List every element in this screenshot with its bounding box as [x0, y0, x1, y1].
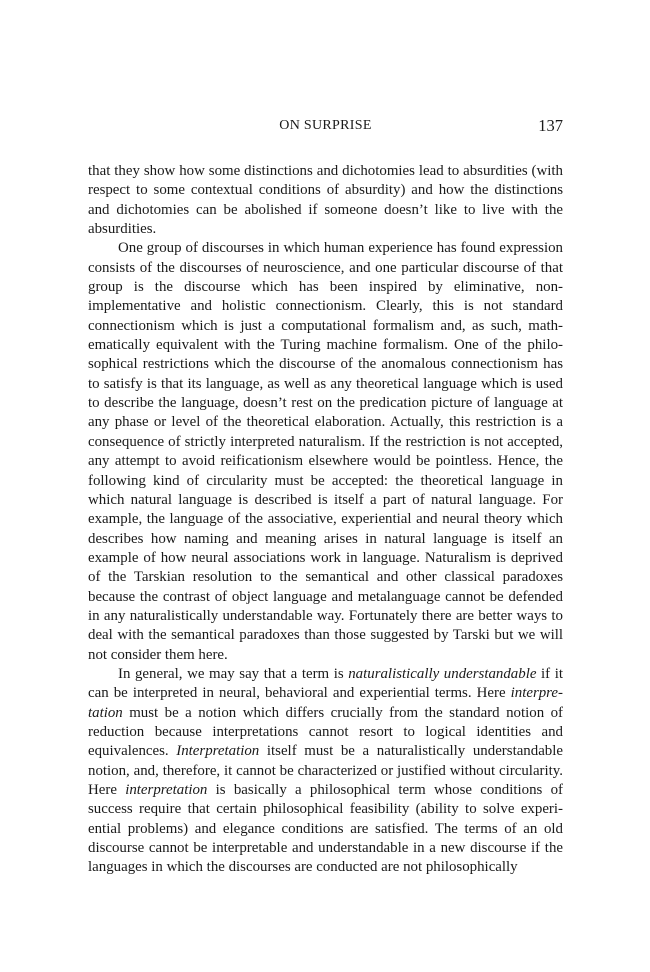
paragraph [88, 162, 563, 239]
italic-term: interpretation [88, 685, 563, 721]
text-segment: must be a notion which differs crucially from the standard notion of reduction because interpretations cannot resort to logical identities and equivalences. [88, 704, 563, 760]
running-title: ON SURPRISE [279, 118, 372, 133]
italic-term: interpretation [125, 782, 208, 798]
text-segment: that they show how some distinctions and dichotomies lead to absurdities (with respect to some contextual conditions of absurdity) and how the distinctions and dichotomies can be abolished if someone doesn’t like to live with the absurdities. [88, 163, 563, 238]
text-segment: One group of discourses in which human experience has found expression consists of the discourses of neuroscience, and one particular discourse of that group is the discourse which has been inspired by eliminative, non-implementative and holistic connectionism. Clearly, this is not standard connectionism which is just a computational formalism and, as such, mathematically equivalent with the Turing machine formalism. One of the philosophical restrictions which the discourse of the anomalous connectionism has to satisfy is that its language, as well as any theoretical language which is used to describe the language, doesn’t rest on the predication picture of language at any phase or level of the theoretical elaboration. Actually, this restriction is a consequence of strictly interpreted naturalism. If the restriction is not accepted, any attempt to avoid reificationism elsewhere would be pointless. Hence, the following kind of circularity must be accepted: the theoretical language in which natural language is described is itself a part of natural language. For example, the language of the associative, experiential and neural theory which describes how naming and meaning arises in natural language is itself an example of how neural associations work in language. Naturalism is deprived of the Tarskian resolution to the semantical and other classical paradoxes because the contrast of object language and metalanguage cannot be defended in any naturalistically understandable way. Fortunately there are better ways to deal with the semantical paradoxes than those suggested by Tarski but we will not consider them here. [88, 240, 563, 663]
paragraph [88, 665, 563, 878]
paragraph [88, 239, 563, 665]
text-segment: if it can be interpreted in neural, behavioral and experiential terms. Here [88, 665, 563, 702]
italic-term: Interpretation [176, 743, 260, 760]
italic-term: naturalistically understandable [348, 665, 537, 682]
text-segment: itself must be a naturalistically understandable notion, and, therefore, it cannot be characterized or justified without circularity. Here [88, 743, 564, 798]
running-head [88, 118, 563, 138]
text-segment: In general, we may say that a term is [118, 665, 349, 682]
body-text [88, 162, 563, 878]
text-segment: is basically a philosophical term whose conditions of success require that certain philosophical feasibility (ability to solve experiential problems) and elegance conditions are satisfied. The terms of an old discourse cannot be interpretable and understandable in a new discourse if the languages in which the discourses are conducted are not philosophically [88, 782, 563, 876]
page-number: 137 [538, 116, 563, 135]
